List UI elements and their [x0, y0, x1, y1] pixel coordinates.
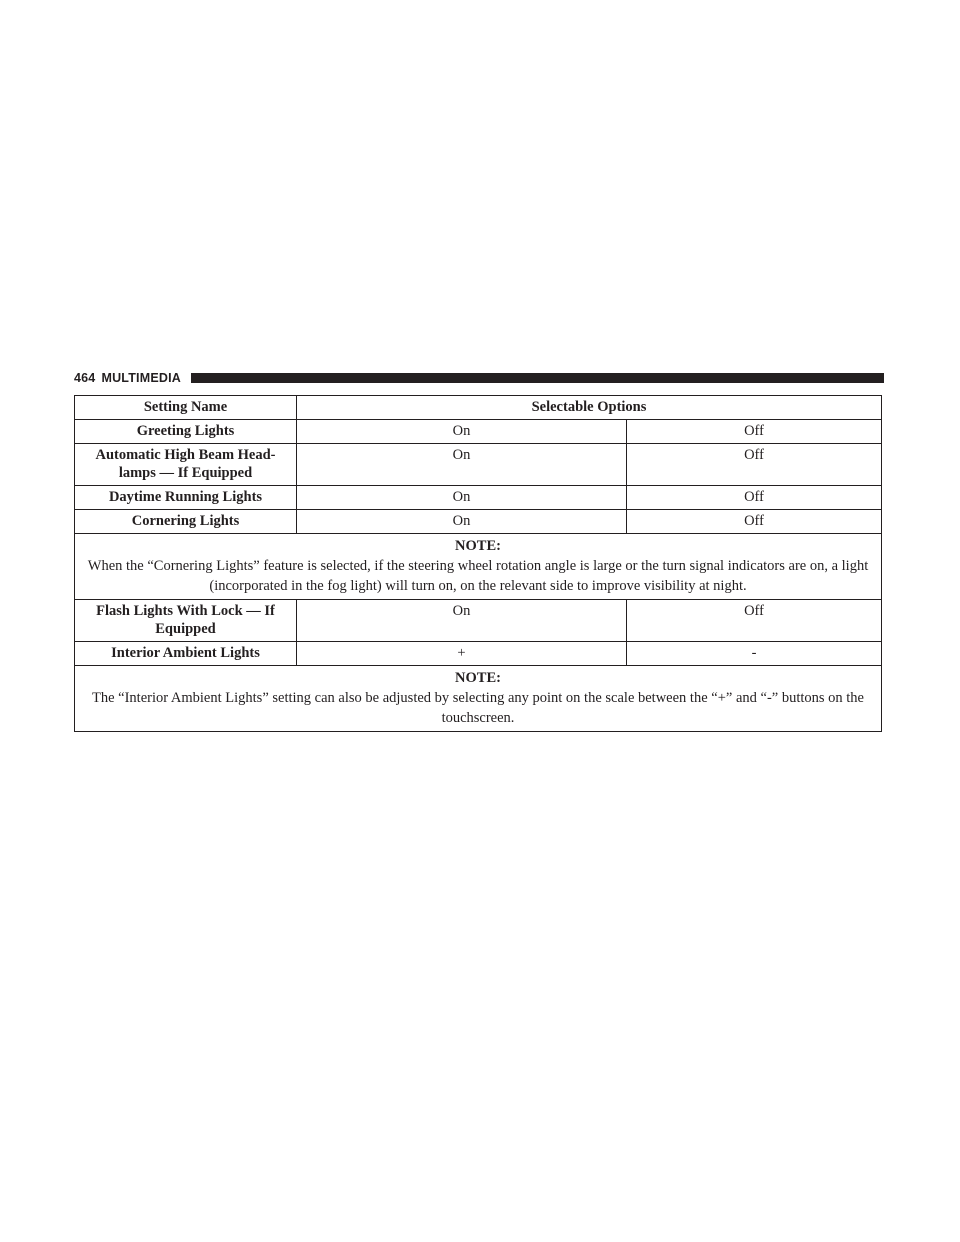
- option-value: On: [297, 444, 627, 486]
- table-row: [75, 486, 882, 510]
- setting-name: Automatic High Beam Head-lamps — If Equipped: [75, 444, 297, 486]
- table-row: [75, 642, 882, 666]
- setting-name: Daytime Running Lights: [75, 486, 297, 510]
- table-row: [75, 444, 882, 486]
- note-label: NOTE:: [455, 538, 501, 554]
- header-setting-name: Setting Name: [75, 396, 297, 420]
- note-row: [75, 666, 882, 732]
- setting-name: Greeting Lights: [75, 420, 297, 444]
- note-cell: [75, 666, 882, 732]
- option-value: -: [627, 642, 882, 666]
- option-value: Off: [627, 510, 882, 534]
- option-value: On: [297, 486, 627, 510]
- section-title: MULTIMEDIA: [101, 371, 182, 385]
- settings-table: [74, 395, 882, 732]
- option-value: Off: [627, 444, 882, 486]
- table-header-row: [75, 396, 882, 420]
- note-cell: [75, 534, 882, 600]
- option-value: Off: [627, 486, 882, 510]
- option-value: On: [297, 420, 627, 444]
- option-value: Off: [627, 600, 882, 642]
- option-value: Off: [627, 420, 882, 444]
- page-header: [74, 370, 884, 386]
- setting-name: Cornering Lights: [75, 510, 297, 534]
- option-value: +: [297, 642, 627, 666]
- note-label: NOTE:: [455, 670, 501, 686]
- note-text: The “Interior Ambient Lights” setting can also be adjusted by selecting any point on the scale between the “+” and “-” buttons on the touchscreen.: [91, 690, 864, 726]
- table-row: [75, 510, 882, 534]
- setting-name: Interior Ambient Lights: [75, 642, 297, 666]
- setting-name: Flash Lights With Lock — If Equipped: [75, 600, 297, 642]
- note-text: When the “Cornering Lights” feature is selected, if the steering wheel rotation angle is large or the turn signal indicators are on, a light (incorporated in the fog light) will turn on, on the relevant side to improve visibility at night.: [87, 558, 869, 594]
- page-number: 464: [74, 371, 96, 385]
- table-row: [75, 600, 882, 642]
- option-value: On: [297, 510, 627, 534]
- header-selectable-options: Selectable Options: [297, 396, 882, 420]
- note-row: [75, 534, 882, 600]
- option-value: On: [297, 600, 627, 642]
- header-rule: [191, 373, 884, 383]
- table-row: [75, 420, 882, 444]
